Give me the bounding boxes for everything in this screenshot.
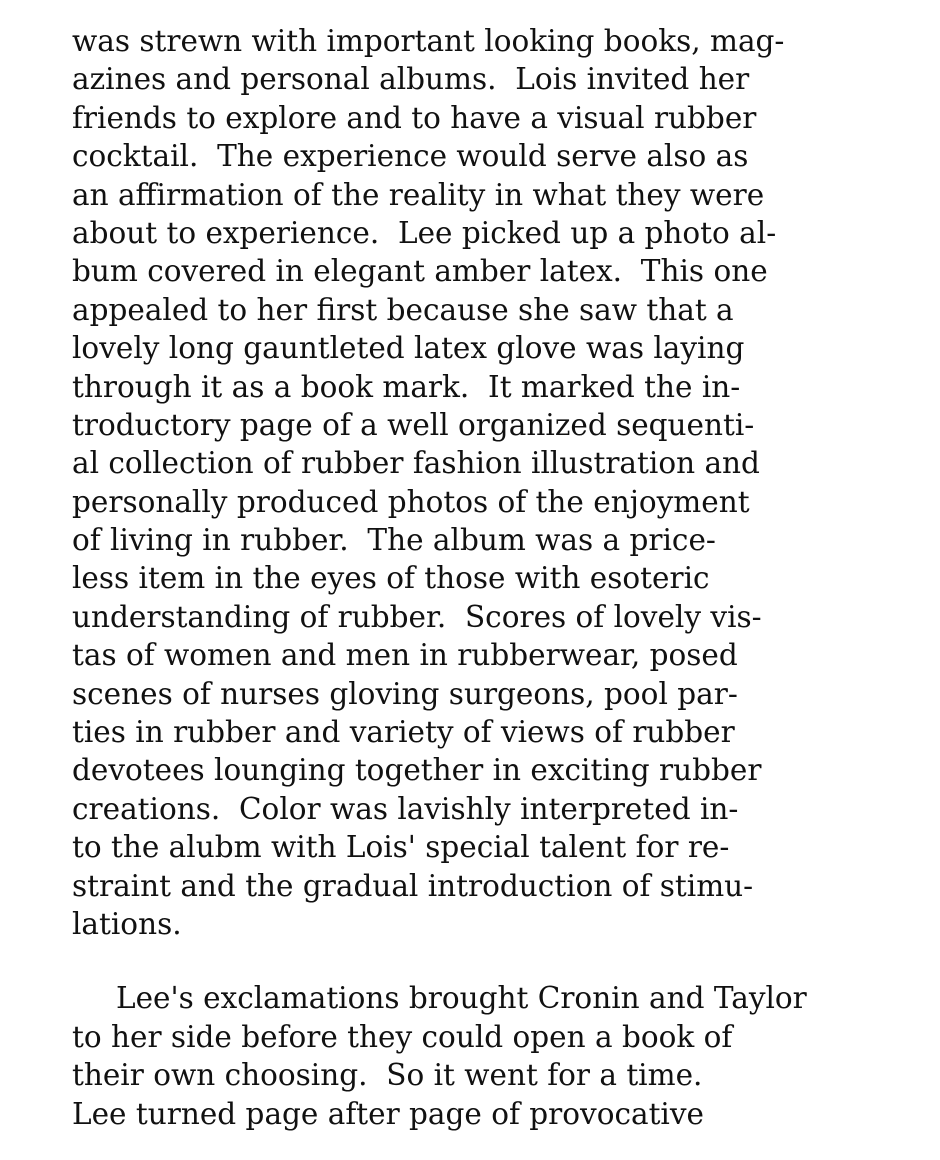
paragraph-2 <box>72 979 872 1133</box>
paragraph-1 <box>72 22 872 943</box>
text-line: tas of women and men in rubberwear, posed <box>72 638 738 673</box>
text-line: to her side before they could open a book of <box>72 1019 733 1054</box>
text-line: azines and personal albums. Lois invited her <box>72 62 750 97</box>
text-line: personally produced photos of the enjoyment <box>72 484 750 519</box>
text-line: straint and the gradual introduction of stimu- <box>72 868 754 903</box>
text-line: an affirmation of the reality in what they were <box>72 177 765 212</box>
page-text <box>72 22 872 1133</box>
text-line: creations. Color was lavishly interpreted in- <box>72 791 739 826</box>
text-line: lations. <box>72 906 182 941</box>
text-line: was strewn with important looking books, mag- <box>72 24 785 58</box>
text-line: through it as a book mark. It marked the in- <box>72 369 741 404</box>
text-line: understanding of rubber. Scores of lovely vis- <box>72 599 762 634</box>
text-line: appealed to her first because she saw that a <box>72 292 734 327</box>
text-line: to the alubm with Lois' special talent for re- <box>72 830 730 865</box>
text-line: cocktail. The experience would serve also as <box>72 139 749 174</box>
text-line: Lee turned page after page of provocative <box>72 1096 704 1131</box>
text-line: ties in rubber and variety of views of rubber <box>72 715 735 750</box>
text-line: lovely long gauntleted latex glove was laying <box>72 331 745 366</box>
text-line: about to experience. Lee picked up a photo al- <box>72 215 777 250</box>
text-line: of living in rubber. The album was a price- <box>72 523 716 558</box>
paragraph-spacer <box>72 943 872 979</box>
text-line: less item in the eyes of those with esoteric <box>72 561 710 596</box>
text-line: al collection of rubber fashion illustration and <box>72 446 760 481</box>
text-line: troductory page of a well organized sequenti- <box>72 407 755 442</box>
text-line: devotees lounging together in exciting rubber <box>72 753 762 788</box>
text-line: bum covered in elegant amber latex. This one <box>72 254 768 289</box>
text-line: Lee's exclamations brought Cronin and Taylor <box>116 981 807 1016</box>
text-line: their own choosing. So it went for a time. <box>72 1058 703 1093</box>
text-line: friends to explore and to have a visual rubber <box>72 100 757 135</box>
text-line: scenes of nurses gloving surgeons, pool par- <box>72 676 738 711</box>
